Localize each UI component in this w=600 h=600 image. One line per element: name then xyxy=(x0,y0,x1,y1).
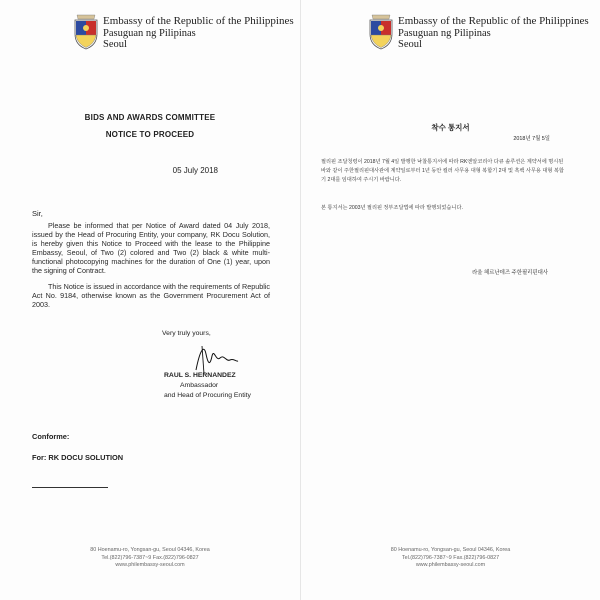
footer-address: 80 Hoenamu-ro, Yongsan-gu, Seoul 04346, Korea xyxy=(90,547,210,553)
letterhead-line3: Seoul xyxy=(398,39,422,50)
handwritten-signature xyxy=(194,340,240,376)
paragraph-2: This Notice is issued in accordance with the requirements of Republic Act No. 9184, otherwise known as the Government Procurement Act of 2003. xyxy=(32,282,270,309)
signature-line xyxy=(32,487,108,488)
letterhead-line2: Pasuguan ng Pilipinas xyxy=(103,27,196,39)
footer xyxy=(0,547,300,570)
for-company: For: RK DOCU SOLUTION xyxy=(32,453,124,462)
letterhead xyxy=(72,14,300,58)
committee-heading: BIDS AND AWARDS COMMITTEE xyxy=(84,113,216,122)
conforme-label: Conforme: xyxy=(32,432,70,441)
letterhead-line1: Embassy of the Republic of the Philippines xyxy=(103,15,294,27)
signatory-role: and Head of Procuring Entity xyxy=(164,392,251,399)
letterhead xyxy=(367,14,595,58)
korean-signoff: 라울 헤르난데즈 주한필리핀대사 xyxy=(472,270,548,276)
notice-page-korean xyxy=(300,0,600,600)
footer-address: 80 Hoenamu-ro, Yongsan-gu, Seoul 04346, Korea xyxy=(390,547,511,553)
embassy-seal-icon xyxy=(367,14,395,50)
footer-web: www.philembassy-seoul.com xyxy=(115,562,185,568)
signatory-title: Ambassador xyxy=(180,382,219,389)
korean-paragraph-2: 본 통지서는 2003년 필리핀 정부조달법에 따라 발행되었습니다. xyxy=(321,205,463,211)
closing: Very truly yours, xyxy=(162,330,211,337)
korean-date: 2018년 7월 5일 xyxy=(513,136,550,142)
footer-phone: Tel.(822)796-7387~9 Fax.(822)796-0827 xyxy=(101,554,199,561)
salutation: Sir, xyxy=(32,209,43,218)
footer-web: www.philembassy-seoul.com xyxy=(415,562,486,568)
letterhead-line1: Embassy of the Republic of the Philippines xyxy=(398,15,589,27)
notice-title: NOTICE TO PROCEED xyxy=(105,130,195,139)
korean-paragraph-1: 필리핀 조달청령이 2018년 7월 4일 발행한 낙찰통지서에 따라 RK엔알코리아 다큐 솔루션은 계약서에 명시된 바와 같이 주한필리핀대사관에 계약일로부터 1년 동안 컬러 사무용 대형 복합기 2대 및 흑백 사무용 대형 복합기 2대를 임대하여 주시기 바랍니다. xyxy=(321,159,564,183)
paragraph-1: Please be informed that per Notice of Award dated 04 July 2018, issued by the Head of Procuring Entity, your company, RK Docu Solution, is hereby given this Notice to Proceed with the lease to the Philippine Embassy, Seoul, of Two (2) colored and Two (2) black & white multi-functional photocopying machines for the duration of One (1) year, upon the signing of Contract. xyxy=(32,221,270,275)
letterhead-line2: Pasuguan ng Pilipinas xyxy=(398,27,491,39)
korean-title: 착수 통지서 xyxy=(431,123,470,132)
letterhead-line3: Seoul xyxy=(103,39,127,50)
embassy-seal-icon xyxy=(72,14,100,50)
footer xyxy=(301,547,600,570)
notice-date: 05 July 2018 xyxy=(172,166,218,175)
footer-phone: Tel.(822)796-7387~9 Fax.(822)796-0827 xyxy=(401,554,500,561)
signatory-name: RAUL S. HERNANDEZ xyxy=(164,372,236,379)
